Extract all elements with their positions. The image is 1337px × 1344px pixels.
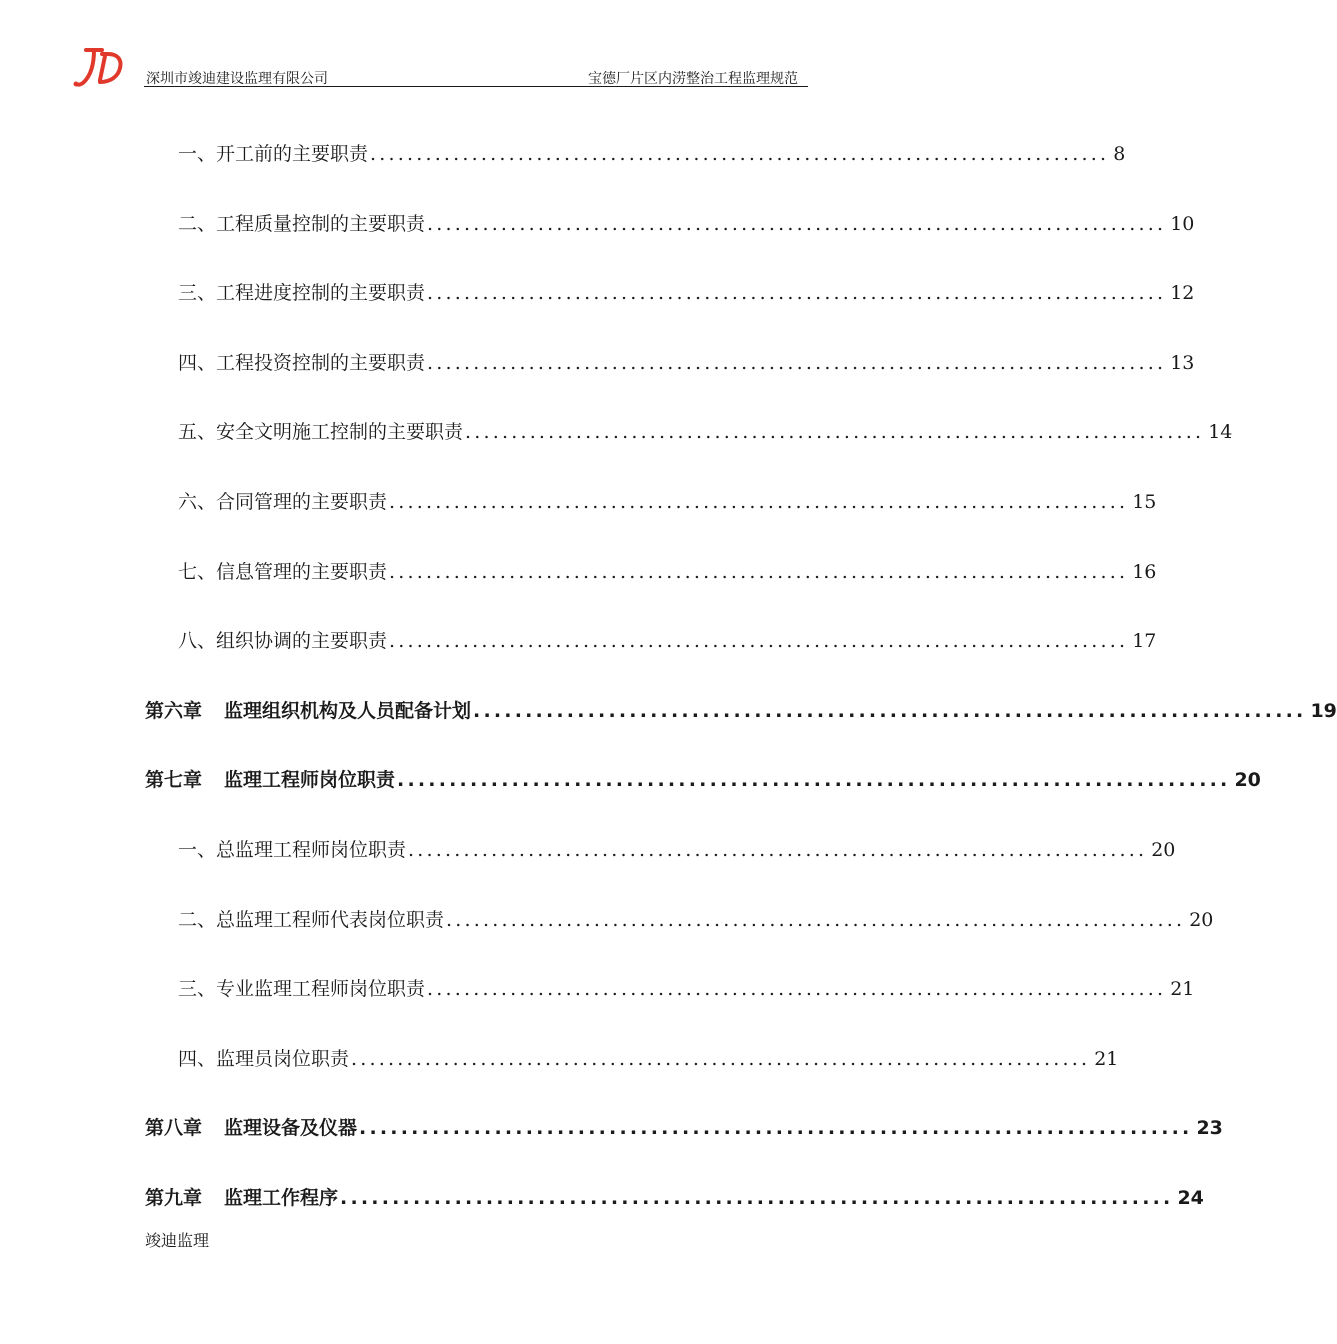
- toc-page-number: 10: [1170, 213, 1195, 235]
- toc-dot-leader: ................................................................................: [427, 282, 1167, 304]
- toc-chapter-number: 第九章: [145, 1187, 203, 1209]
- toc-section-entry[interactable]: [178, 204, 1195, 235]
- toc-dot-leader: ................................................................................: [389, 630, 1129, 652]
- toc-section-entry[interactable]: [178, 343, 1195, 374]
- toc-page-number: 16: [1132, 561, 1157, 583]
- toc-section-entry[interactable]: [178, 900, 1214, 931]
- toc-dot-leader: ................................................................................: [427, 213, 1167, 235]
- page-footer: 竣迪监理: [145, 1231, 210, 1250]
- toc-entry-title: 一、开工前的主要职责: [178, 143, 369, 165]
- toc-chapter-number: 第七章: [145, 769, 203, 791]
- toc-page-number: 14: [1208, 421, 1233, 443]
- toc-section-entry[interactable]: [178, 621, 1157, 652]
- toc-entry-title: 监理工程师岗位职责: [224, 769, 396, 791]
- toc-dot-leader: ................................................................................: [370, 143, 1110, 165]
- toc-page-number: 13: [1170, 352, 1195, 374]
- toc-section-entry[interactable]: [178, 412, 1233, 443]
- toc-page-number: 20: [1151, 839, 1176, 861]
- toc-dot-leader: ................................................................................: [465, 421, 1205, 443]
- toc-section-entry[interactable]: [178, 1039, 1119, 1070]
- toc-page-number: 21: [1170, 978, 1195, 1000]
- toc-dot-leader: ................................................................................: [389, 561, 1129, 583]
- toc-page-number: 23: [1196, 1117, 1223, 1139]
- toc-page-number: 12: [1170, 282, 1195, 304]
- toc-page-number: 21: [1094, 1048, 1119, 1070]
- toc-entry-title: 六、合同管理的主要职责: [178, 491, 388, 513]
- toc-entry-title: 监理设备及仪器: [224, 1117, 358, 1139]
- toc-entry-title: 监理工作程序: [224, 1187, 339, 1209]
- toc-entry-title: 监理组织机构及人员配备计划: [224, 700, 472, 722]
- toc-entry-title: 三、工程进度控制的主要职责: [178, 282, 426, 304]
- header-company-name: 深圳市竣迪建设监理有限公司: [146, 71, 328, 87]
- toc-dot-leader: ................................................................................: [359, 1117, 1193, 1139]
- toc-dot-leader: ................................................................................: [351, 1048, 1091, 1070]
- toc-page-number: 8: [1113, 143, 1126, 165]
- toc-section-entry[interactable]: [178, 134, 1126, 165]
- toc-dot-leader: ................................................................................: [427, 978, 1167, 1000]
- toc-section-entry[interactable]: [178, 552, 1157, 583]
- toc-chapter-number: 第八章: [145, 1117, 203, 1139]
- header-document-title: 宝德厂片区内涝整治工程监理规范: [588, 71, 798, 87]
- toc-dot-leader: ................................................................................: [473, 700, 1307, 722]
- toc-chapter-entry[interactable]: [145, 1178, 1204, 1209]
- toc-entry-title: 二、总监理工程师代表岗位职责: [178, 909, 445, 931]
- toc-entry-title: 八、组织协调的主要职责: [178, 630, 388, 652]
- toc-chapter-entry[interactable]: [145, 1108, 1223, 1139]
- toc-entry-title: 四、监理员岗位职责: [178, 1048, 350, 1070]
- toc-entry-title: 二、工程质量控制的主要职责: [178, 213, 426, 235]
- toc-chapter-entry[interactable]: [145, 691, 1337, 722]
- toc-page-number: 19: [1310, 700, 1337, 722]
- toc-dot-leader: ................................................................................: [446, 909, 1186, 931]
- toc-section-entry[interactable]: [178, 969, 1195, 1000]
- toc-dot-leader: ................................................................................: [340, 1187, 1174, 1209]
- toc-page-number: 20: [1234, 769, 1261, 791]
- toc-entry-title: 三、专业监理工程师岗位职责: [178, 978, 426, 1000]
- toc-chapter-entry[interactable]: [145, 760, 1261, 791]
- toc-page-number: 20: [1189, 909, 1214, 931]
- toc-dot-leader: ................................................................................: [408, 839, 1148, 861]
- toc-section-entry[interactable]: [178, 482, 1157, 513]
- toc-dot-leader: ................................................................................: [389, 491, 1129, 513]
- toc-section-entry[interactable]: [178, 273, 1195, 304]
- toc-chapter-number: 第六章: [145, 700, 203, 722]
- toc-entry-title: 四、工程投资控制的主要职责: [178, 352, 426, 374]
- toc-page-number: 17: [1132, 630, 1157, 652]
- toc-dot-leader: ................................................................................: [397, 769, 1231, 791]
- toc-entry-title: 一、总监理工程师岗位职责: [178, 839, 407, 861]
- toc-entry-title: 五、安全文明施工控制的主要职责: [178, 421, 464, 443]
- toc-page-number: 24: [1177, 1187, 1204, 1209]
- toc-page-number: 15: [1132, 491, 1157, 513]
- toc-section-entry[interactable]: [178, 830, 1176, 861]
- toc-dot-leader: ................................................................................: [427, 352, 1167, 374]
- toc-entry-title: 七、信息管理的主要职责: [178, 561, 388, 583]
